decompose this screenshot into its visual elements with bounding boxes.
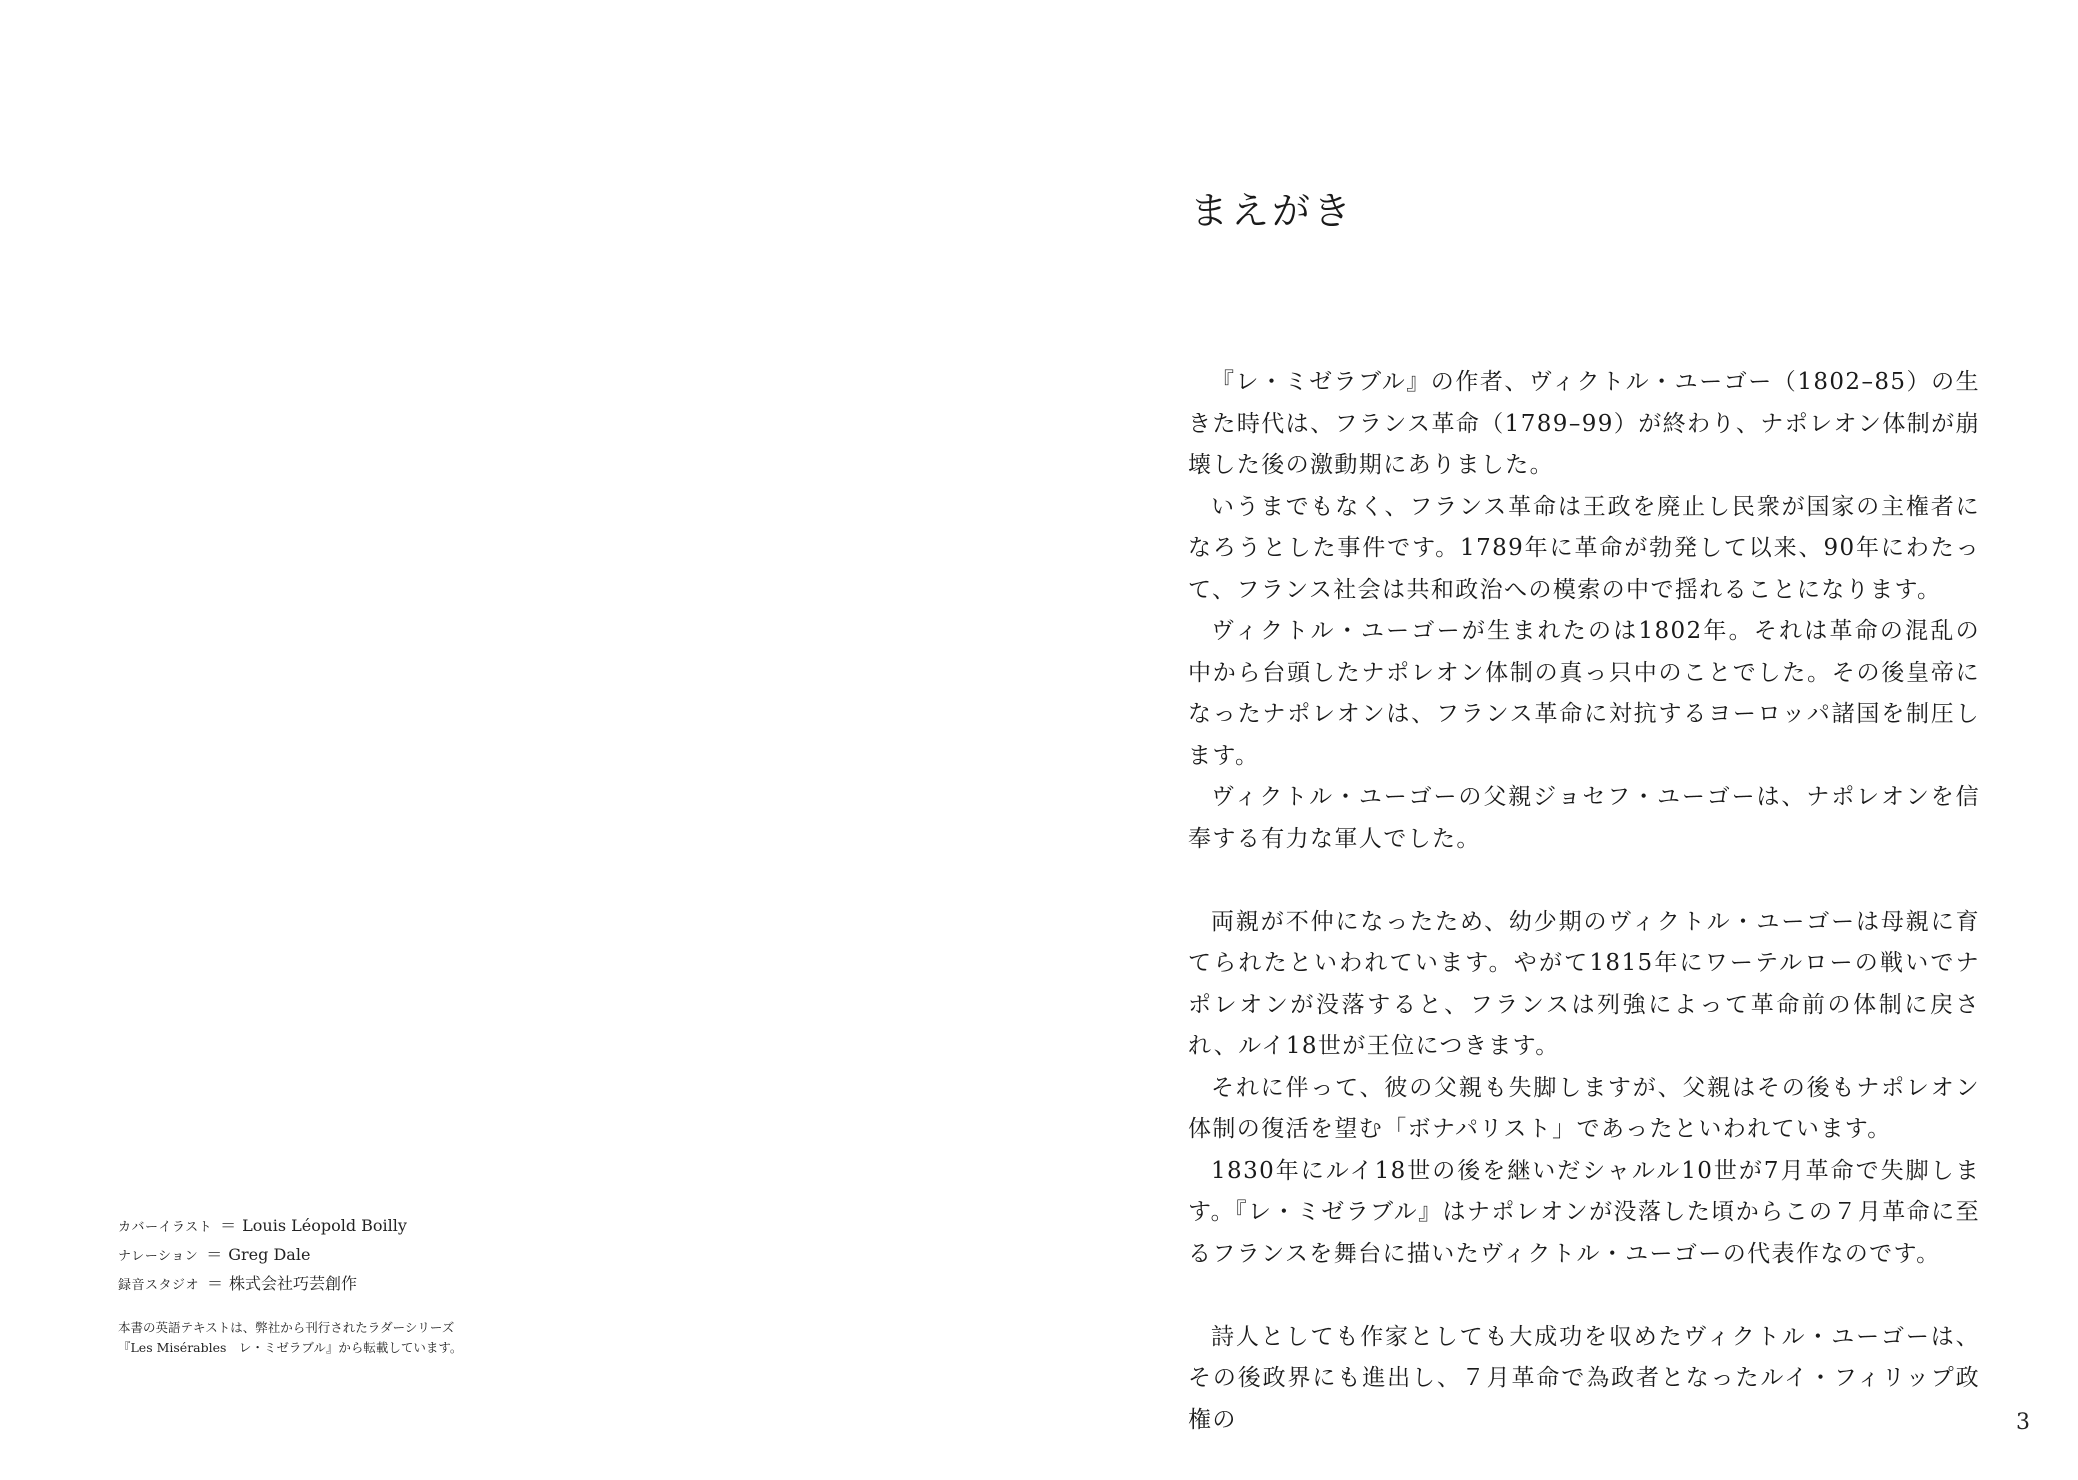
page-number: 3 (2016, 1410, 2030, 1435)
credit-label: ナレーション (118, 1249, 199, 1264)
credit-separator: ＝ (220, 1216, 237, 1235)
credit-narration (118, 1241, 638, 1270)
credit-value: Louis Léopold Boilly (242, 1216, 407, 1235)
credits-block (118, 1212, 638, 1299)
section-gap (1188, 860, 1980, 902)
source-note-line: 本書の英語テキストは、弊社から刊行されたラダーシリーズ (118, 1320, 455, 1335)
credit-recording-studio (118, 1270, 638, 1299)
paragraph: 両親が不仲になったため、幼少期のヴィクトル・ユーゴーは母親に育てられたといわれています。やがて1815年にワーテルローの戦いでナポレオンが没落すると、フランスは列強によって革命前の体制に戻され、ルイ18世が王位につきます。 (1188, 908, 1980, 1059)
credit-separator: ＝ (206, 1245, 223, 1264)
source-note-line: 『Les Misérables レ・ミゼラブル』から転載しています。 (118, 1340, 463, 1355)
credit-value: 株式会社巧芸創作 (229, 1274, 358, 1293)
credit-value: Greg Dale (228, 1245, 311, 1264)
preface-body (1188, 362, 1980, 1441)
credit-label: 録音スタジオ (118, 1278, 200, 1293)
credit-separator: ＝ (207, 1274, 224, 1293)
paragraph: 詩人としても作家としても大成功を収めたヴィクトル・ユーゴーは、その後政界にも進出し、７月革命で為政者となったルイ・フィリップ政権の (1188, 1323, 1980, 1433)
credit-cover-illustration (118, 1212, 638, 1241)
paragraph: いうまでもなく、フランス革命は王政を廃止し民衆が国家の主権者になろうとした事件です。1789年に革命が勃発して以来、90年にわたって、フランス社会は共和政治への模索の中で揺れることになります。 (1188, 493, 1980, 603)
page-title: まえがき (1190, 189, 1355, 233)
paragraph: ヴィクトル・ユーゴーの父親ジョセフ・ユーゴーは、ナポレオンを信奉する有力な軍人でした。 (1188, 784, 1980, 852)
source-note (118, 1318, 638, 1358)
paragraph: ヴィクトル・ユーゴーが生まれたのは1802年。それは革命の混乱の中から台頭したナポレオン体制の真っ只中のことでした。その後皇帝になったナポレオンは、フランス革命に対抗するヨーロッパ諸国を制圧します。 (1188, 618, 1980, 769)
preface-section-1 (1188, 362, 1980, 860)
paragraph: それに伴って、彼の父親も失脚しますが、父親はその後もナポレオン体制の復活を望む「ボナパリスト」であったといわれています。 (1188, 1074, 1980, 1142)
credit-label: カバーイラスト (118, 1220, 213, 1235)
preface-section-2 (1188, 902, 1980, 1276)
section-gap (1188, 1275, 1980, 1317)
paragraph: 『レ・ミゼラブル』の作者、ヴィクトル・ユーゴー（1802–85）の生きた時代は、フランス革命（1789–99）が終わり、ナポレオン体制が崩壊した後の激動期にありました。 (1188, 369, 1980, 478)
preface-section-3 (1188, 1317, 1980, 1442)
paragraph: 1830年にルイ18世の後を継いだシャルル10世が7月革命で失脚します。『レ・ミゼラブル』はナポレオンが没落した頃からこの７月革命に至るフランスを舞台に描いたヴィクトル・ユーゴーの代表作なのです。 (1188, 1157, 1980, 1267)
